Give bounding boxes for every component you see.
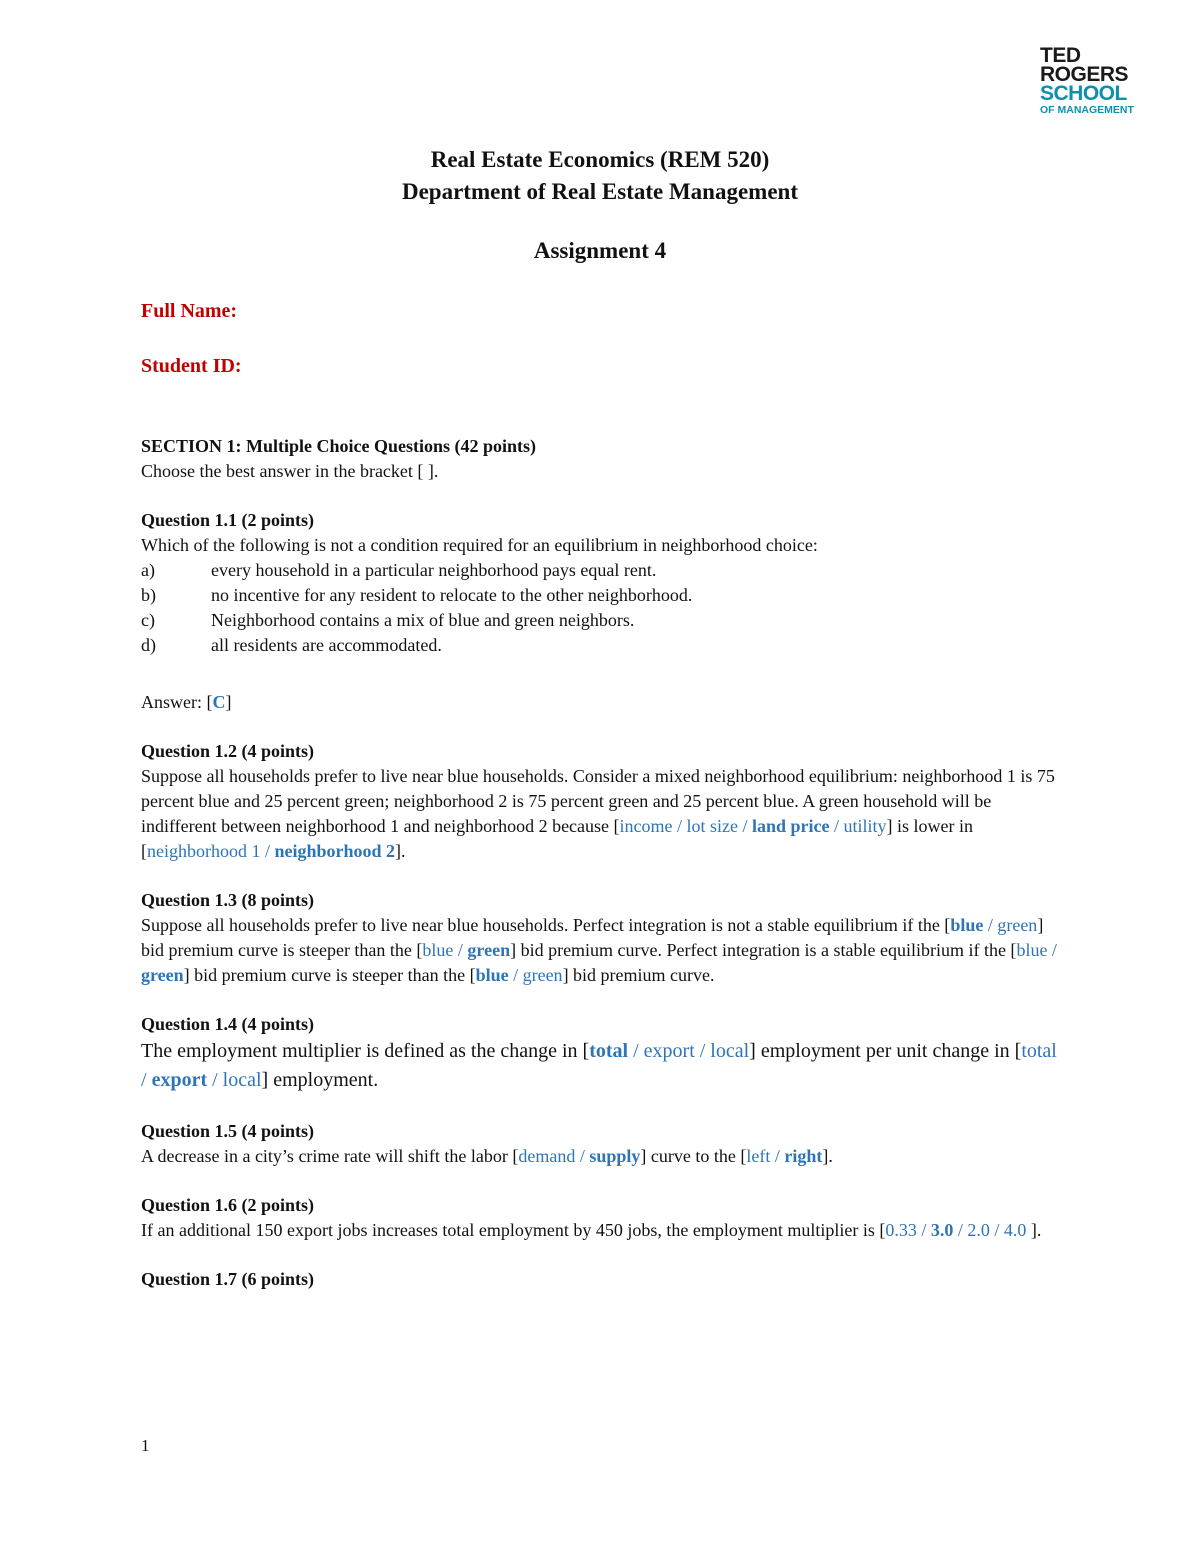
choice-option: total / [141, 1040, 1057, 1091]
choice-option: / utility [829, 816, 887, 836]
option-text: all residents are accommodated. [211, 635, 442, 655]
selected-choice: 3.0 [930, 1220, 954, 1240]
option-text: every household in a particular neighborhood pays equal rent. [211, 560, 657, 580]
question-text [141, 1144, 1061, 1169]
text-segment: Suppose all households prefer to live near blue households. Consider a mixed neighborhood equilibrium: neighborhood 1 is 75 percent blue and 25 percent green; neighborhood 2 is 75 percent green and 25 percent blue. A green household will be indifferent between neighborhood 1 and neighborhood 2 because [ [141, 766, 1055, 836]
question-1-1 [141, 508, 1061, 715]
selected-choice: total [589, 1040, 629, 1062]
question-1-4 [141, 1012, 1061, 1095]
option-letter: a) [141, 560, 155, 580]
option-letter: b) [141, 585, 156, 605]
selected-choice: supply [589, 1146, 641, 1166]
selected-choice: land price [752, 816, 830, 836]
student-id-label: Student ID: [141, 355, 242, 377]
full-name-label: Full Name: [141, 300, 238, 322]
text-segment: The employment multiplier is defined as the change in [ [141, 1040, 590, 1062]
choice-option: / green [508, 965, 563, 985]
text-segment: ]. [395, 841, 406, 861]
question-title: Question 1.3 (8 points) [141, 890, 315, 910]
logo-line-ted: TED [1040, 44, 1081, 67]
selected-choice: green [467, 940, 511, 960]
option-b [141, 583, 1061, 608]
text-segment: ] employment per unit change in [ [749, 1040, 1022, 1062]
selected-choice: neighborhood 2 [274, 841, 396, 861]
choice-option: / local [207, 1069, 262, 1091]
option-letter: c) [141, 610, 155, 630]
section-heading: SECTION 1: Multiple Choice Questions (42 points) [141, 436, 537, 456]
option-text: no incentive for any resident to relocate to the other neighborhood. [211, 585, 693, 605]
question-title: Question 1.7 (6 points) [141, 1269, 315, 1289]
page-number: 1 [141, 1436, 150, 1455]
answer-label: Answer: [ [141, 692, 213, 712]
choice-option: neighborhood 1 / [147, 841, 275, 861]
question-1-7 [141, 1267, 1061, 1292]
text-segment: ]. [822, 1146, 833, 1166]
text-segment: ] curve to the [ [640, 1146, 747, 1166]
choice-option: left / [746, 1146, 785, 1166]
selected-choice: right [784, 1146, 823, 1166]
logo-line-management: OF MANAGEMENT [1040, 104, 1134, 116]
option-d [141, 633, 1061, 658]
question-text [141, 1037, 1061, 1095]
option-letter: d) [141, 635, 156, 655]
choice-option: blue / [1016, 940, 1057, 960]
text-segment: ] bid premium curve. Perfect integration is a stable equilibrium if the [ [510, 940, 1017, 960]
option-a [141, 558, 1061, 583]
answer-line [141, 690, 1061, 715]
text-segment: ] bid premium curve. [562, 965, 715, 985]
questions-body [141, 434, 1061, 1292]
question-1-5 [141, 1119, 1061, 1169]
question-1-3 [141, 888, 1061, 988]
option-c [141, 608, 1061, 633]
choice-option: demand / [518, 1146, 590, 1166]
document-title [0, 144, 1200, 208]
question-title: Question 1.5 (4 points) [141, 1121, 315, 1141]
answer-close: ] [225, 692, 232, 712]
ted-rogers-logo [1040, 46, 1134, 117]
text-segment: ] is lower in [ [141, 816, 974, 861]
logo-line-rogers: ROGERS [1040, 63, 1129, 86]
text-segment: If an additional 150 export jobs increases total employment by 450 jobs, the employment multiplier is [ [141, 1220, 886, 1240]
choice-option: blue / [422, 940, 468, 960]
section-instructions: Choose the best answer in the bracket [ ]. [141, 461, 439, 481]
question-title: Question 1.6 (2 points) [141, 1195, 315, 1215]
question-text [141, 764, 1061, 864]
question-stem: Which of the following is not a condition required for an equilibrium in neighborhood choice: [141, 535, 818, 555]
assignment-title: Assignment 4 [533, 238, 667, 263]
department-title: Department of Real Estate Management [401, 179, 798, 204]
course-title: Real Estate Economics (REM 520) [430, 147, 770, 172]
choice-option: 0.33 / [885, 1220, 931, 1240]
option-text: Neighborhood contains a mix of blue and green neighbors. [211, 610, 635, 630]
selected-choice: green [141, 965, 184, 985]
question-title: Question 1.1 (2 points) [141, 510, 315, 530]
text-segment: ] bid premium curve is steeper than the [ [141, 915, 1044, 960]
choice-option: / export / local [628, 1040, 750, 1062]
text-segment: ] bid premium curve is steeper than the [ [183, 965, 476, 985]
choice-option: income / lot size / [619, 816, 752, 836]
choice-option: / 2.0 / 4.0 [953, 1220, 1031, 1240]
question-text [141, 1218, 1061, 1243]
answer-options [141, 558, 1061, 658]
question-text [141, 913, 1061, 988]
text-segment: Suppose all households prefer to live near blue households. Perfect integration is not a stable equilibrium if the [ [141, 915, 951, 935]
answer-value: C [212, 692, 226, 712]
text-segment: A decrease in a city’s crime rate will shift the labor [ [141, 1146, 519, 1166]
selected-choice: export [151, 1069, 208, 1091]
question-1-6 [141, 1193, 1061, 1243]
question-title: Question 1.2 (4 points) [141, 741, 315, 761]
question-title: Question 1.4 (4 points) [141, 1014, 315, 1034]
text-segment: ]. [1030, 1220, 1042, 1240]
selected-choice: blue [950, 915, 984, 935]
logo-line-school: SCHOOL [1040, 82, 1127, 105]
question-1-2 [141, 739, 1061, 864]
choice-option: / green [983, 915, 1038, 935]
selected-choice: blue [475, 965, 509, 985]
text-segment: ] employment. [261, 1069, 379, 1091]
